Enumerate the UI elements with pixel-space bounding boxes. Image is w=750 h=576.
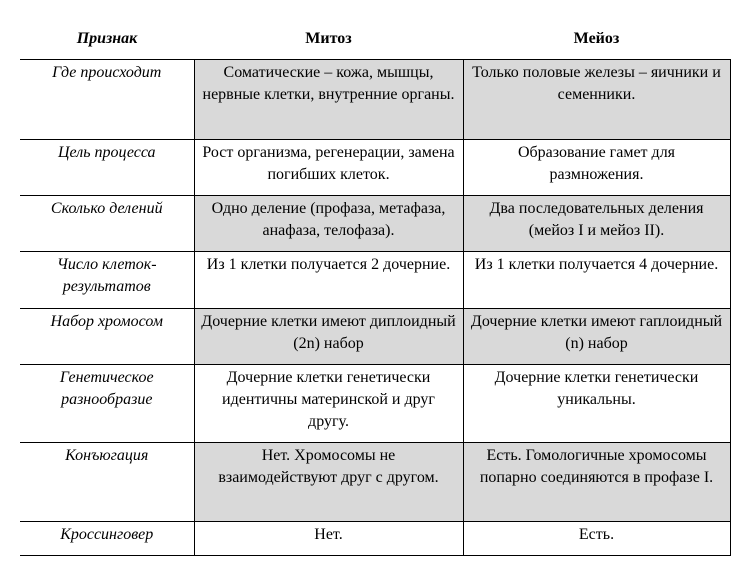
table-row bbox=[20, 309, 730, 365]
row-mitosis: Дочерние клетки генетически идентичны материнской и друг другу. bbox=[194, 365, 463, 443]
table-row bbox=[20, 252, 730, 309]
row-mitosis: Рост организма, регенерации, замена погибших клеток. bbox=[194, 140, 463, 196]
row-meiosis: Только половые железы – яичники и семенники. bbox=[463, 60, 730, 140]
row-feature: Конъюгация bbox=[20, 443, 194, 522]
row-meiosis: Дочерние клетки имеют гаплоидный (n) набор bbox=[463, 309, 730, 365]
header-row bbox=[20, 18, 730, 60]
header-meiosis: Мейоз bbox=[573, 29, 620, 47]
row-feature: Цель процесса bbox=[20, 140, 194, 196]
row-meiosis: Есть. Гомологичные хромосомы попарно соединяются в профазе I. bbox=[463, 443, 730, 522]
row-feature: Генетическое разнообразие bbox=[20, 365, 194, 443]
row-mitosis: Одно деление (профаза, метафаза, анафаза, телофаза). bbox=[194, 196, 463, 252]
row-feature: Сколько делений bbox=[20, 196, 194, 252]
row-feature: Где происходит bbox=[20, 60, 194, 140]
header-mitosis: Митоз bbox=[305, 29, 352, 47]
table-row bbox=[20, 443, 730, 522]
comparison-table bbox=[20, 18, 731, 556]
row-mitosis: Нет. Хромосомы не взаимодействуют друг с другом. bbox=[194, 443, 463, 522]
header-feature: Признак bbox=[76, 29, 138, 47]
table-row bbox=[20, 196, 730, 252]
row-meiosis: Дочерние клетки генетически уникальны. bbox=[463, 365, 730, 443]
row-mitosis: Из 1 клетки получается 2 дочерние. bbox=[194, 252, 463, 309]
table-row bbox=[20, 140, 730, 196]
row-feature: Число клеток-результатов bbox=[20, 252, 194, 309]
row-mitosis: Нет. bbox=[194, 522, 463, 556]
row-meiosis: Два последовательных деления (мейоз I и мейоз II). bbox=[463, 196, 730, 252]
row-feature: Набор хромосом bbox=[20, 309, 194, 365]
table-row bbox=[20, 60, 730, 140]
row-mitosis: Дочерние клетки имеют диплоидный (2n) набор bbox=[194, 309, 463, 365]
row-meiosis: Из 1 клетки получается 4 дочерние. bbox=[463, 252, 730, 309]
row-meiosis: Образование гамет для размножения. bbox=[463, 140, 730, 196]
row-meiosis: Есть. bbox=[463, 522, 730, 556]
row-mitosis: Соматические – кожа, мышцы, нервные клетки, внутренние органы. bbox=[194, 60, 463, 140]
table-row bbox=[20, 365, 730, 443]
row-feature: Кроссинговер bbox=[20, 522, 194, 556]
table-row bbox=[20, 522, 730, 556]
